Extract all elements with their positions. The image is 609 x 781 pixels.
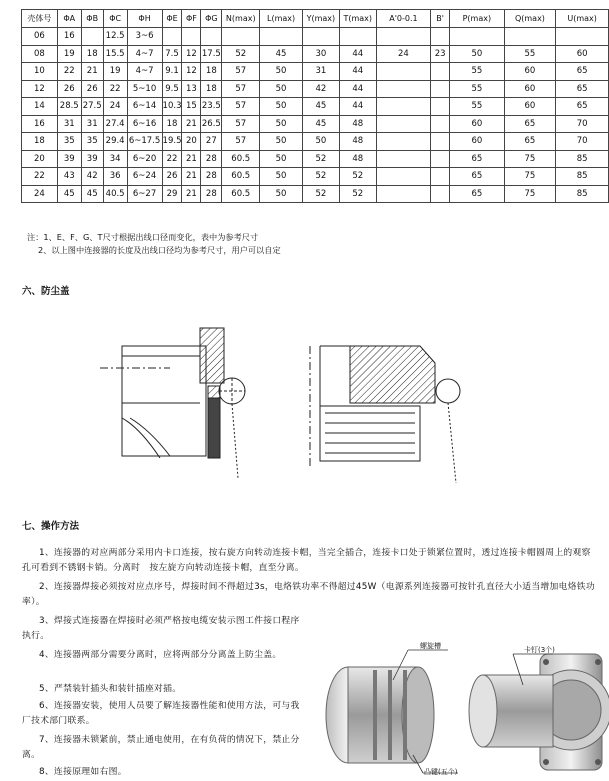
spec-cell: 57 bbox=[222, 115, 260, 133]
spec-header-cell: P(max) bbox=[450, 10, 505, 28]
spec-cell bbox=[431, 28, 450, 46]
spec-row bbox=[22, 133, 609, 151]
spec-cell: 21 bbox=[182, 168, 201, 186]
spec-cell: 21 bbox=[81, 63, 103, 81]
spec-cell: 19 bbox=[57, 45, 81, 63]
note-1: 注：1、E、F、G、T尺寸根据出线口径而变化，表中为参考尺寸 bbox=[27, 232, 259, 242]
spec-cell: 50 bbox=[260, 80, 303, 98]
spec-cell bbox=[81, 28, 103, 46]
spec-table bbox=[21, 9, 609, 203]
spec-cell bbox=[431, 63, 450, 81]
spec-cell: 22 bbox=[162, 150, 182, 168]
spec-cell bbox=[376, 133, 431, 151]
spec-cell: 20 bbox=[22, 150, 58, 168]
spec-cell: 50 bbox=[260, 98, 303, 116]
spec-cell: 65 bbox=[556, 98, 609, 116]
op-item-5: 5、严禁装针插头和装针插座对插。 bbox=[39, 684, 182, 694]
spec-header-cell: Q(max) bbox=[504, 10, 556, 28]
spec-cell: 50 bbox=[450, 45, 505, 63]
spec-row bbox=[22, 28, 609, 46]
spec-cell: 24 bbox=[376, 45, 431, 63]
spec-cell bbox=[376, 150, 431, 168]
section-6-title: 六、防尘盖 bbox=[22, 286, 70, 297]
spec-header-cell: ΦH bbox=[127, 10, 162, 28]
spec-cell: 18 bbox=[201, 63, 222, 81]
spec-cell: 60.5 bbox=[222, 168, 260, 186]
spec-header-cell: ΦC bbox=[103, 10, 127, 28]
connector-photo bbox=[318, 640, 609, 781]
op-item-2: 2、连接器焊接必须按对应点序号，焊接时间不得超过3s，电烙铁功率不得超过45W（电源系列连接器可按针孔直径大小适当增加电烙铁功率）。 bbox=[22, 582, 595, 607]
spec-cell: 12.5 bbox=[103, 28, 127, 46]
spec-cell: 57 bbox=[222, 133, 260, 151]
spec-cell: 27.4 bbox=[103, 115, 127, 133]
spec-cell: 65 bbox=[504, 115, 556, 133]
spec-cell bbox=[431, 115, 450, 133]
spec-cell: 29.4 bbox=[103, 133, 127, 151]
spec-cell bbox=[450, 28, 505, 46]
note-2: 2、以上图中连接器的长度及出线口径均为参考尺寸，用户可以自定 bbox=[38, 245, 281, 255]
spec-cell: 39 bbox=[57, 150, 81, 168]
spec-cell: 45 bbox=[81, 185, 103, 203]
spec-cell bbox=[376, 115, 431, 133]
spec-cell: 50 bbox=[260, 133, 303, 151]
spec-row bbox=[22, 115, 609, 133]
spec-cell bbox=[431, 185, 450, 203]
spec-cell: 60.5 bbox=[222, 185, 260, 203]
spec-header-cell: ΦB bbox=[81, 10, 103, 28]
spec-cell: 50 bbox=[260, 185, 303, 203]
spec-header-cell: ΦG bbox=[201, 10, 222, 28]
spec-cell: 44 bbox=[339, 98, 376, 116]
spec-cell: 18 bbox=[201, 80, 222, 98]
receptacle-image bbox=[469, 654, 609, 770]
spec-row bbox=[22, 168, 609, 186]
spec-cell: 12 bbox=[182, 63, 201, 81]
spec-header-cell: A'0-0.1 bbox=[376, 10, 431, 28]
spec-cell: 4~7 bbox=[127, 45, 162, 63]
spec-cell bbox=[431, 168, 450, 186]
spec-cell: 60 bbox=[504, 98, 556, 116]
spec-cell bbox=[339, 28, 376, 46]
spec-cell bbox=[376, 63, 431, 81]
spec-cell: 57 bbox=[222, 98, 260, 116]
spec-header-cell: B' bbox=[431, 10, 450, 28]
spec-cell bbox=[376, 28, 431, 46]
spec-cell: 06 bbox=[22, 28, 58, 46]
spec-header-cell: ΦA bbox=[57, 10, 81, 28]
spec-cell: 75 bbox=[504, 150, 556, 168]
spec-cell: 29 bbox=[162, 185, 182, 203]
spec-cell bbox=[431, 80, 450, 98]
spec-cell: 22 bbox=[103, 80, 127, 98]
dust-cover-left-drawing bbox=[100, 328, 245, 478]
spec-header-cell: T(max) bbox=[339, 10, 376, 28]
spec-cell: 50 bbox=[260, 150, 303, 168]
spec-cell: 13 bbox=[182, 80, 201, 98]
spec-cell: 35 bbox=[57, 133, 81, 151]
op-item-1: 1、连接器的对应两部分采用内卡口连接，按右旋方向转动连接卡帽，当完全插合，连接卡口处于锁紧位置时，透过连接卡帽圆周上的观察孔可看到不锈钢卡销。分离时 按左旋方向转动连接卡帽，直至分离。 bbox=[22, 548, 591, 573]
spec-cell: 31 bbox=[57, 115, 81, 133]
spec-cell: 26 bbox=[162, 168, 182, 186]
spec-cell: 36 bbox=[103, 168, 127, 186]
spec-cell: 50 bbox=[302, 133, 339, 151]
spec-cell: 57 bbox=[222, 63, 260, 81]
spec-cell bbox=[182, 28, 201, 46]
spec-cell: 55 bbox=[450, 80, 505, 98]
spec-header-cell: ΦE bbox=[162, 10, 182, 28]
spec-cell bbox=[302, 28, 339, 46]
spec-cell: 9.5 bbox=[162, 80, 182, 98]
spec-cell: 21 bbox=[182, 115, 201, 133]
spec-cell: 6~14 bbox=[127, 98, 162, 116]
spec-cell: 50 bbox=[260, 63, 303, 81]
spec-header-cell: Y(max) bbox=[302, 10, 339, 28]
spec-cell: 6~20 bbox=[127, 150, 162, 168]
section-7-title: 七、操作方法 bbox=[22, 521, 80, 532]
spec-cell bbox=[162, 28, 182, 46]
spec-cell: 42 bbox=[81, 168, 103, 186]
spec-cell: 42 bbox=[302, 80, 339, 98]
notes bbox=[27, 231, 281, 257]
spec-cell: 12 bbox=[182, 45, 201, 63]
spec-cell: 60 bbox=[450, 115, 505, 133]
op-item-7: 7、连接器未锁紧前，禁止通电使用，在有负荷的情况下，禁止分离。 bbox=[22, 735, 300, 760]
spec-cell: 26 bbox=[57, 80, 81, 98]
spec-cell: 55 bbox=[450, 98, 505, 116]
op-item-3: 3、焊接式连接器在焊接时必须严格按电缆安装示图工件接口程序执行。 bbox=[22, 616, 300, 641]
spec-cell: 14 bbox=[22, 98, 58, 116]
spec-cell bbox=[431, 133, 450, 151]
spec-cell: 08 bbox=[22, 45, 58, 63]
spec-cell: 70 bbox=[556, 133, 609, 151]
spec-cell: 21 bbox=[182, 150, 201, 168]
spec-cell: 15 bbox=[182, 98, 201, 116]
spec-cell: 17.5 bbox=[201, 45, 222, 63]
spec-cell: 48 bbox=[339, 150, 376, 168]
spec-cell: 48 bbox=[339, 115, 376, 133]
spec-cell: 45 bbox=[302, 98, 339, 116]
spec-cell: 52 bbox=[302, 185, 339, 203]
spec-cell: 60 bbox=[504, 80, 556, 98]
spec-cell bbox=[376, 185, 431, 203]
spec-header-row bbox=[22, 10, 609, 28]
spec-cell: 6~24 bbox=[127, 168, 162, 186]
spec-cell: 70 bbox=[556, 115, 609, 133]
spec-cell bbox=[556, 28, 609, 46]
spec-header-cell: 壳体号 bbox=[22, 10, 58, 28]
spec-cell: 75 bbox=[504, 168, 556, 186]
spec-cell: 52 bbox=[302, 168, 339, 186]
spec-cell: 57 bbox=[222, 80, 260, 98]
spec-cell: 19 bbox=[103, 63, 127, 81]
spec-cell: 75 bbox=[504, 185, 556, 203]
spec-cell: 28 bbox=[201, 168, 222, 186]
op-item-6: 6、连接器安装，使用人员要了解连接器性能和使用方法，可与我厂技术部门联系。 bbox=[22, 701, 300, 726]
spec-cell: 28 bbox=[201, 185, 222, 203]
spec-cell: 16 bbox=[22, 115, 58, 133]
spec-cell: 44 bbox=[339, 63, 376, 81]
spec-cell: 23 bbox=[431, 45, 450, 63]
spec-cell: 19.5 bbox=[162, 133, 182, 151]
spec-cell: 6~27 bbox=[127, 185, 162, 203]
spec-cell bbox=[376, 168, 431, 186]
spec-cell: 5~10 bbox=[127, 80, 162, 98]
spec-cell: 30 bbox=[302, 45, 339, 63]
spec-cell bbox=[376, 98, 431, 116]
spec-cell: 60 bbox=[556, 45, 609, 63]
spec-row bbox=[22, 98, 609, 116]
spec-cell: 21 bbox=[182, 185, 201, 203]
spec-row bbox=[22, 63, 609, 81]
spec-cell: 22 bbox=[57, 63, 81, 81]
spec-cell: 39 bbox=[81, 150, 103, 168]
spec-row bbox=[22, 150, 609, 168]
spec-cell: 24 bbox=[103, 98, 127, 116]
spec-cell: 50 bbox=[260, 168, 303, 186]
spec-cell: 65 bbox=[556, 80, 609, 98]
spec-cell: 18 bbox=[22, 133, 58, 151]
spec-row bbox=[22, 45, 609, 63]
spec-header-cell: N(max) bbox=[222, 10, 260, 28]
spec-cell: 20 bbox=[182, 133, 201, 151]
spec-cell: 28 bbox=[201, 150, 222, 168]
spec-cell: 16 bbox=[57, 28, 81, 46]
spec-cell: 34 bbox=[103, 150, 127, 168]
spec-cell: 65 bbox=[504, 133, 556, 151]
spec-cell: 60 bbox=[504, 63, 556, 81]
spec-cell: 52 bbox=[302, 150, 339, 168]
spec-cell: 85 bbox=[556, 168, 609, 186]
label-spiral-groove: 螺旋槽 bbox=[420, 642, 441, 650]
spec-cell bbox=[222, 28, 260, 46]
spec-cell: 65 bbox=[556, 63, 609, 81]
spec-cell: 10.3 bbox=[162, 98, 182, 116]
dust-cover-drawings bbox=[100, 318, 500, 498]
spec-cell: 6~17.5 bbox=[127, 133, 162, 151]
spec-cell: 65 bbox=[450, 168, 505, 186]
spec-cell: 35 bbox=[81, 133, 103, 151]
spec-cell: 52 bbox=[339, 168, 376, 186]
spec-cell: 4~7 bbox=[127, 63, 162, 81]
spec-cell: 24 bbox=[22, 185, 58, 203]
op-item-4: 4、连接器两部分需要分离时，应将两部分分离盖上防尘盖。 bbox=[39, 650, 282, 660]
spec-cell: 3~6 bbox=[127, 28, 162, 46]
spec-cell: 26 bbox=[81, 80, 103, 98]
spec-cell: 12 bbox=[22, 80, 58, 98]
spec-cell: 85 bbox=[556, 150, 609, 168]
spec-header-cell: ΦF bbox=[182, 10, 201, 28]
spec-cell: 65 bbox=[450, 185, 505, 203]
spec-cell: 18 bbox=[81, 45, 103, 63]
spec-cell bbox=[431, 98, 450, 116]
spec-cell: 31 bbox=[302, 63, 339, 81]
spec-cell: 60.5 bbox=[222, 150, 260, 168]
spec-cell bbox=[201, 28, 222, 46]
spec-cell: 26.5 bbox=[201, 115, 222, 133]
spec-row bbox=[22, 185, 609, 203]
spec-cell bbox=[376, 80, 431, 98]
plug-image bbox=[326, 667, 434, 763]
spec-cell: 9.1 bbox=[162, 63, 182, 81]
spec-cell bbox=[260, 28, 303, 46]
label-pins: 卡钉(3个) bbox=[524, 646, 555, 654]
spec-cell: 85 bbox=[556, 185, 609, 203]
spec-header-cell: L(max) bbox=[260, 10, 303, 28]
spec-cell: 60 bbox=[450, 133, 505, 151]
spec-cell: 22 bbox=[22, 168, 58, 186]
spec-cell bbox=[431, 150, 450, 168]
dust-cover-right-drawing bbox=[310, 346, 460, 483]
spec-row bbox=[22, 80, 609, 98]
spec-cell: 55 bbox=[504, 45, 556, 63]
op-item-8: 8、连接原理如右图。 bbox=[39, 767, 127, 777]
spec-cell: 10 bbox=[22, 63, 58, 81]
spec-cell: 65 bbox=[450, 150, 505, 168]
spec-cell: 45 bbox=[57, 185, 81, 203]
spec-cell: 52 bbox=[339, 185, 376, 203]
spec-cell: 15.5 bbox=[103, 45, 127, 63]
label-keys: 凸键(五个) bbox=[424, 768, 458, 776]
spec-cell: 6~16 bbox=[127, 115, 162, 133]
spec-cell: 52 bbox=[222, 45, 260, 63]
spec-cell: 55 bbox=[450, 63, 505, 81]
spec-cell: 27 bbox=[201, 133, 222, 151]
spec-cell: 44 bbox=[339, 45, 376, 63]
spec-cell: 43 bbox=[57, 168, 81, 186]
spec-cell: 27.5 bbox=[81, 98, 103, 116]
spec-cell: 18 bbox=[162, 115, 182, 133]
spec-cell: 50 bbox=[260, 115, 303, 133]
spec-cell: 28.5 bbox=[57, 98, 81, 116]
spec-cell: 44 bbox=[339, 80, 376, 98]
spec-cell: 48 bbox=[339, 133, 376, 151]
spec-cell: 31 bbox=[81, 115, 103, 133]
spec-header-cell: U(max) bbox=[556, 10, 609, 28]
spec-cell: 40.5 bbox=[103, 185, 127, 203]
spec-cell: 23.5 bbox=[201, 98, 222, 116]
spec-cell: 45 bbox=[260, 45, 303, 63]
spec-cell: 7.5 bbox=[162, 45, 182, 63]
spec-cell bbox=[504, 28, 556, 46]
spec-cell: 45 bbox=[302, 115, 339, 133]
